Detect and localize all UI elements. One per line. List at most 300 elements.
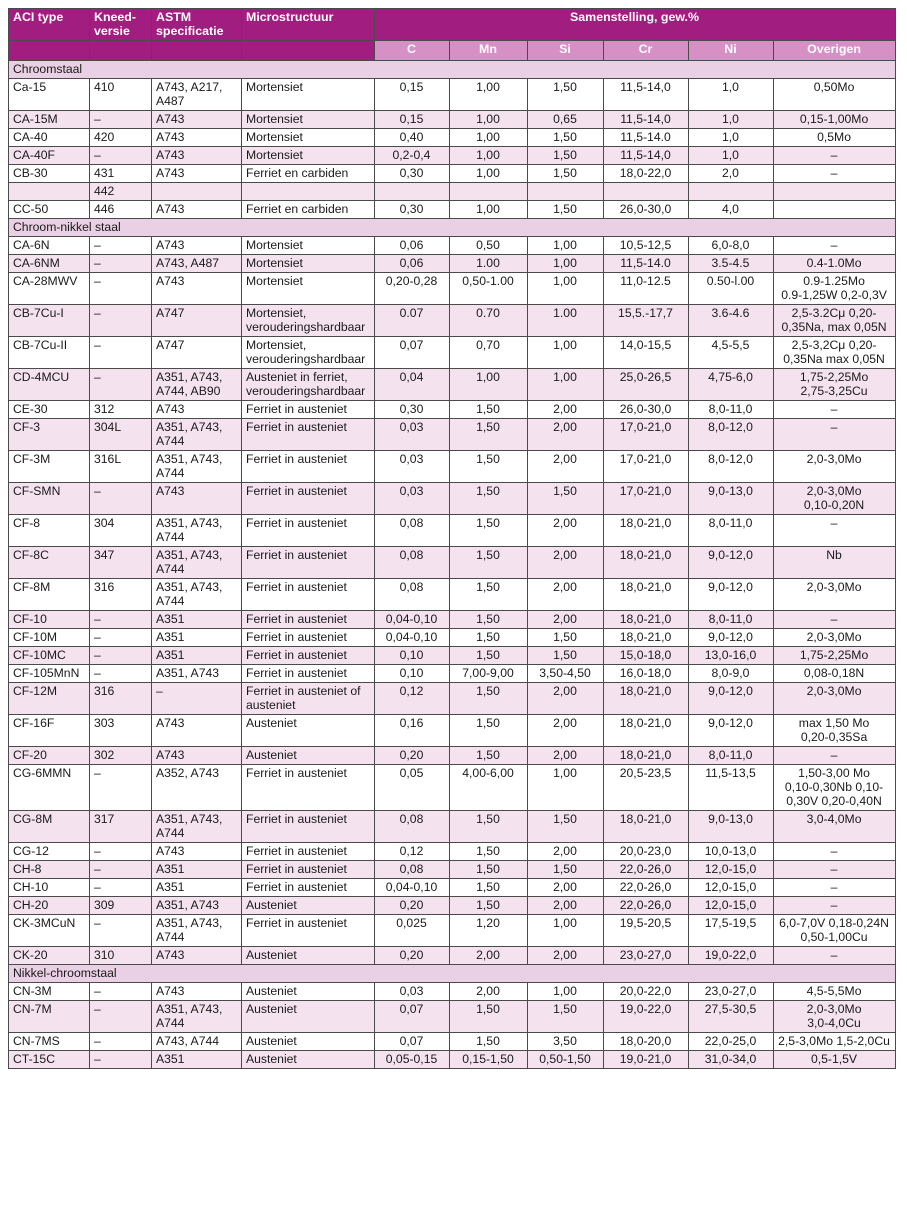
- ni-cell: 1,0: [689, 79, 774, 111]
- astm-cell: A743: [152, 165, 242, 183]
- overigen-cell: 0,15-1,00Mo: [774, 111, 896, 129]
- header-si: Si: [528, 41, 604, 61]
- c-cell: 0,06: [375, 237, 450, 255]
- mn-cell: 1,00: [450, 369, 528, 401]
- astm-cell: A743: [152, 747, 242, 765]
- si-cell: 2,00: [528, 879, 604, 897]
- kneed-versie-cell: 431: [90, 165, 152, 183]
- c-cell: 0,08: [375, 515, 450, 547]
- overigen-cell: 2,0-3,0Mo: [774, 451, 896, 483]
- astm-cell: A743, A217, A487: [152, 79, 242, 111]
- c-cell: 0,04: [375, 369, 450, 401]
- microstructuur-cell: Ferriet in austeniet: [242, 861, 375, 879]
- aci-type-cell: CN-3M: [9, 983, 90, 1001]
- kneed-versie-cell: –: [90, 629, 152, 647]
- astm-cell: A351: [152, 629, 242, 647]
- table-row: [9, 947, 896, 965]
- aci-type-cell: CF-8C: [9, 547, 90, 579]
- cr-cell: 17,0-21,0: [604, 419, 689, 451]
- si-cell: 1,00: [528, 983, 604, 1001]
- c-cell: 0,20: [375, 747, 450, 765]
- cr-cell: 22,0-26,0: [604, 861, 689, 879]
- microstructuur-cell: Mortensiet: [242, 273, 375, 305]
- ni-cell: 2,0: [689, 165, 774, 183]
- table-row: [9, 111, 896, 129]
- aci-type-cell: CA-40F: [9, 147, 90, 165]
- microstructuur-cell: Mortensiet: [242, 255, 375, 273]
- si-cell: 1,00: [528, 237, 604, 255]
- astm-cell: A351, A743, A744: [152, 547, 242, 579]
- header-samenstelling: Samenstelling, gew.%: [375, 9, 896, 41]
- overigen-cell: 2,0-3,0Mo 3,0-4,0Cu: [774, 1001, 896, 1033]
- aci-type-cell: CF-3: [9, 419, 90, 451]
- kneed-versie-cell: –: [90, 369, 152, 401]
- table-row: [9, 401, 896, 419]
- si-cell: 1,50: [528, 201, 604, 219]
- microstructuur-cell: Mortensiet: [242, 237, 375, 255]
- si-cell: 2,00: [528, 897, 604, 915]
- header-blank-cell: [9, 41, 90, 61]
- ni-cell: 6,0-8,0: [689, 237, 774, 255]
- si-cell: 2,00: [528, 579, 604, 611]
- overigen-cell: –: [774, 947, 896, 965]
- mn-cell: 1,50: [450, 861, 528, 879]
- si-cell: 3,50: [528, 1033, 604, 1051]
- c-cell: 0,04-0,10: [375, 611, 450, 629]
- astm-cell: A351: [152, 861, 242, 879]
- mn-cell: 1,20: [450, 915, 528, 947]
- ni-cell: 9,0-13,0: [689, 483, 774, 515]
- ni-cell: 3.6-4.6: [689, 305, 774, 337]
- microstructuur-cell: Ferriet in austeniet: [242, 765, 375, 811]
- overigen-cell: 2,5-3,0Mo 1,5-2,0Cu: [774, 1033, 896, 1051]
- overigen-cell: 1,75-2,25Mo 2,75-3,25Cu: [774, 369, 896, 401]
- mn-cell: 1,00: [450, 165, 528, 183]
- si-cell: 2,00: [528, 547, 604, 579]
- header-cr: Cr: [604, 41, 689, 61]
- mn-cell: 1,50: [450, 647, 528, 665]
- astm-cell: A352, A743: [152, 765, 242, 811]
- table-row: [9, 369, 896, 401]
- kneed-versie-cell: 310: [90, 947, 152, 965]
- mn-cell: 1,50: [450, 483, 528, 515]
- mn-cell: 1,50: [450, 811, 528, 843]
- astm-cell: A351: [152, 611, 242, 629]
- aci-type-cell: CH-8: [9, 861, 90, 879]
- c-cell: 0,12: [375, 683, 450, 715]
- cr-cell: 22,0-26,0: [604, 879, 689, 897]
- mn-cell: 0,15-1,50: [450, 1051, 528, 1069]
- cr-cell: 10,5-12,5: [604, 237, 689, 255]
- ni-cell: 13,0-16,0: [689, 647, 774, 665]
- overigen-cell: –: [774, 237, 896, 255]
- microstructuur-cell: Ferriet in austeniet: [242, 879, 375, 897]
- ni-cell: 8,0-11,0: [689, 401, 774, 419]
- microstructuur-cell: Ferriet in austeniet: [242, 419, 375, 451]
- mn-cell: 4,00-6,00: [450, 765, 528, 811]
- kneed-versie-cell: –: [90, 1001, 152, 1033]
- aci-type-cell: CB-7Cu-II: [9, 337, 90, 369]
- mn-cell: 0,50-1.00: [450, 273, 528, 305]
- si-cell: [528, 183, 604, 201]
- kneed-versie-cell: 442: [90, 183, 152, 201]
- c-cell: 0,05-0,15: [375, 1051, 450, 1069]
- table-row: [9, 879, 896, 897]
- cr-cell: 11,5-14.0: [604, 129, 689, 147]
- cr-cell: 18,0-21,0: [604, 579, 689, 611]
- microstructuur-cell: Ferriet in austeniet: [242, 401, 375, 419]
- si-cell: 3,50-4,50: [528, 665, 604, 683]
- overigen-cell: –: [774, 515, 896, 547]
- aci-type-cell: CN-7M: [9, 1001, 90, 1033]
- microstructuur-cell: Austeniet: [242, 1033, 375, 1051]
- composition-table: [8, 8, 896, 1069]
- ni-cell: [689, 183, 774, 201]
- overigen-cell: –: [774, 897, 896, 915]
- cr-cell: 11,5-14,0: [604, 111, 689, 129]
- overigen-cell: –: [774, 147, 896, 165]
- ni-cell: 31,0-34,0: [689, 1051, 774, 1069]
- aci-type-cell: CF-SMN: [9, 483, 90, 515]
- ni-cell: 4,5-5,5: [689, 337, 774, 369]
- ni-cell: 8,0-12,0: [689, 451, 774, 483]
- microstructuur-cell: Ferriet in austeniet: [242, 515, 375, 547]
- cr-cell: 19,0-22,0: [604, 1001, 689, 1033]
- astm-cell: A743: [152, 111, 242, 129]
- overigen-cell: 0,5-1,5V: [774, 1051, 896, 1069]
- microstructuur-cell: Mortensiet: [242, 129, 375, 147]
- ni-cell: 4,75-6,0: [689, 369, 774, 401]
- table-row: [9, 897, 896, 915]
- kneed-versie-cell: –: [90, 765, 152, 811]
- astm-cell: –: [152, 683, 242, 715]
- c-cell: 0,20: [375, 897, 450, 915]
- overigen-cell: Nb: [774, 547, 896, 579]
- si-cell: 1,50: [528, 811, 604, 843]
- astm-cell: A743: [152, 983, 242, 1001]
- ni-cell: 9,0-12,0: [689, 715, 774, 747]
- c-cell: 0,30: [375, 201, 450, 219]
- mn-cell: 1,50: [450, 579, 528, 611]
- kneed-versie-cell: 304L: [90, 419, 152, 451]
- table-row: [9, 547, 896, 579]
- c-cell: 0,08: [375, 861, 450, 879]
- ni-cell: 9,0-12,0: [689, 629, 774, 647]
- cr-cell: 18,0-21,0: [604, 629, 689, 647]
- astm-cell: [152, 183, 242, 201]
- microstructuur-cell: Ferriet in austeniet: [242, 811, 375, 843]
- table-row: [9, 201, 896, 219]
- microstructuur-cell: [242, 183, 375, 201]
- overigen-cell: –: [774, 879, 896, 897]
- kneed-versie-cell: –: [90, 1033, 152, 1051]
- overigen-cell: –: [774, 611, 896, 629]
- overigen-cell: –: [774, 401, 896, 419]
- ni-cell: 1,0: [689, 111, 774, 129]
- microstructuur-cell: Ferriet in austeniet: [242, 451, 375, 483]
- ni-cell: 19,0-22,0: [689, 947, 774, 965]
- c-cell: 0,08: [375, 811, 450, 843]
- kneed-versie-cell: 312: [90, 401, 152, 419]
- header-row-sub: [9, 41, 896, 61]
- astm-cell: A351: [152, 647, 242, 665]
- si-cell: 2,00: [528, 515, 604, 547]
- c-cell: 0,03: [375, 983, 450, 1001]
- astm-cell: A351, A743, A744: [152, 915, 242, 947]
- table-row: [9, 765, 896, 811]
- kneed-versie-cell: 309: [90, 897, 152, 915]
- astm-cell: A351, A743, A744: [152, 451, 242, 483]
- table-row: [9, 237, 896, 255]
- cr-cell: 18,0-21,0: [604, 515, 689, 547]
- kneed-versie-cell: –: [90, 983, 152, 1001]
- ni-cell: 17,5-19,5: [689, 915, 774, 947]
- aci-type-cell: CB-30: [9, 165, 90, 183]
- cr-cell: 19,0-21,0: [604, 1051, 689, 1069]
- microstructuur-cell: Ferriet in austeniet: [242, 647, 375, 665]
- ni-cell: 9,0-12,0: [689, 683, 774, 715]
- header-c: C: [375, 41, 450, 61]
- table-row: [9, 255, 896, 273]
- si-cell: 1,00: [528, 273, 604, 305]
- table-row: [9, 983, 896, 1001]
- header-row-main: [9, 9, 896, 41]
- c-cell: 0,40: [375, 129, 450, 147]
- si-cell: 1,50: [528, 147, 604, 165]
- microstructuur-cell: Mortensiet, verouderingshardbaar: [242, 337, 375, 369]
- mn-cell: [450, 183, 528, 201]
- si-cell: 2,00: [528, 843, 604, 861]
- cr-cell: 23,0-27,0: [604, 947, 689, 965]
- cr-cell: 18,0-21,0: [604, 547, 689, 579]
- ni-cell: 9,0-12,0: [689, 547, 774, 579]
- microstructuur-cell: Ferriet in austeniet: [242, 547, 375, 579]
- kneed-versie-cell: –: [90, 1051, 152, 1069]
- microstructuur-cell: Austeniet in ferriet, verouderingshardbaar: [242, 369, 375, 401]
- aci-type-cell: CB-7Cu-I: [9, 305, 90, 337]
- aci-type-cell: CF-20: [9, 747, 90, 765]
- c-cell: 0,03: [375, 419, 450, 451]
- kneed-versie-cell: –: [90, 337, 152, 369]
- table-row: [9, 1001, 896, 1033]
- table-row: [9, 305, 896, 337]
- aci-type-cell: CC-50: [9, 201, 90, 219]
- aci-type-cell: CF-12M: [9, 683, 90, 715]
- mn-cell: 1,00: [450, 79, 528, 111]
- aci-type-cell: CF-16F: [9, 715, 90, 747]
- aci-type-cell: Ca-15: [9, 79, 90, 111]
- aci-type-cell: CD-4MCU: [9, 369, 90, 401]
- overigen-cell: 2,5-3,2Cμ 0,20- 0,35Na max 0,05N: [774, 337, 896, 369]
- microstructuur-cell: Mortensiet: [242, 79, 375, 111]
- overigen-cell: –: [774, 861, 896, 879]
- kneed-versie-cell: –: [90, 147, 152, 165]
- mn-cell: 1,50: [450, 401, 528, 419]
- microstructuur-cell: Austeniet: [242, 1001, 375, 1033]
- si-cell: 1,50: [528, 861, 604, 879]
- aci-type-cell: CK-20: [9, 947, 90, 965]
- microstructuur-cell: Ferriet in austeniet: [242, 579, 375, 611]
- kneed-versie-cell: –: [90, 879, 152, 897]
- kneed-versie-cell: –: [90, 237, 152, 255]
- astm-cell: A351, A743, A744: [152, 1001, 242, 1033]
- mn-cell: 1,50: [450, 451, 528, 483]
- microstructuur-cell: Ferriet in austeniet: [242, 843, 375, 861]
- cr-cell: [604, 183, 689, 201]
- mn-cell: 1,50: [450, 1001, 528, 1033]
- table-row: [9, 183, 896, 201]
- c-cell: 0,15: [375, 111, 450, 129]
- table-row: [9, 611, 896, 629]
- si-cell: 1,50: [528, 79, 604, 111]
- table-row: [9, 483, 896, 515]
- astm-cell: A743: [152, 237, 242, 255]
- table-row: [9, 337, 896, 369]
- si-cell: 2,00: [528, 715, 604, 747]
- overigen-cell: 3,0-4,0Mo: [774, 811, 896, 843]
- table-row: [9, 747, 896, 765]
- kneed-versie-cell: –: [90, 273, 152, 305]
- table-row: [9, 715, 896, 747]
- kneed-versie-cell: 303: [90, 715, 152, 747]
- aci-type-cell: CN-7MS: [9, 1033, 90, 1051]
- overigen-cell: 0,50Mo: [774, 79, 896, 111]
- cr-cell: 20,0-23,0: [604, 843, 689, 861]
- overigen-cell: [774, 201, 896, 219]
- c-cell: 0,04-0,10: [375, 629, 450, 647]
- section-title: Chroom-nikkel staal: [9, 219, 896, 237]
- microstructuur-cell: Mortensiet: [242, 147, 375, 165]
- cr-cell: 20,5-23,5: [604, 765, 689, 811]
- aci-type-cell: CF-8: [9, 515, 90, 547]
- overigen-cell: 2,5-3.2Cμ 0,20- 0,35Na, max 0,05N: [774, 305, 896, 337]
- si-cell: 2,00: [528, 419, 604, 451]
- table-row: [9, 915, 896, 947]
- section-title: Nikkel-chroomstaal: [9, 965, 896, 983]
- cr-cell: 14,0-15,5: [604, 337, 689, 369]
- table-row: [9, 665, 896, 683]
- c-cell: 0,025: [375, 915, 450, 947]
- cr-cell: 11,5-14,0: [604, 79, 689, 111]
- c-cell: 0,30: [375, 165, 450, 183]
- mn-cell: 2,00: [450, 947, 528, 965]
- kneed-versie-cell: –: [90, 861, 152, 879]
- ni-cell: 10,0-13,0: [689, 843, 774, 861]
- kneed-versie-cell: –: [90, 843, 152, 861]
- astm-cell: A743, A744: [152, 1033, 242, 1051]
- overigen-cell: –: [774, 747, 896, 765]
- cr-cell: 11,5-14.0: [604, 255, 689, 273]
- overigen-cell: 0,08-0,18N: [774, 665, 896, 683]
- si-cell: 1,50: [528, 629, 604, 647]
- aci-type-cell: CG-12: [9, 843, 90, 861]
- table-row: [9, 515, 896, 547]
- ni-cell: 22,0-25,0: [689, 1033, 774, 1051]
- table-row: [9, 165, 896, 183]
- mn-cell: 1,00: [450, 201, 528, 219]
- overigen-cell: 2,0-3,0Mo: [774, 683, 896, 715]
- mn-cell: 1,50: [450, 879, 528, 897]
- ni-cell: 0.50-l.00: [689, 273, 774, 305]
- astm-cell: A351, A743, A744, AB90: [152, 369, 242, 401]
- header-blank-cell: [152, 41, 242, 61]
- cr-cell: 17,0-21,0: [604, 451, 689, 483]
- c-cell: 0,03: [375, 483, 450, 515]
- c-cell: 0,07: [375, 1033, 450, 1051]
- overigen-cell: 1,75-2,25Mo: [774, 647, 896, 665]
- astm-cell: A743: [152, 273, 242, 305]
- kneed-versie-cell: –: [90, 111, 152, 129]
- aci-type-cell: CE-30: [9, 401, 90, 419]
- cr-cell: 18,0-21,0: [604, 683, 689, 715]
- astm-cell: A747: [152, 305, 242, 337]
- microstructuur-cell: Mortensiet, verouderingshardbaar: [242, 305, 375, 337]
- c-cell: 0,2-0,4: [375, 147, 450, 165]
- mn-cell: 1,50: [450, 547, 528, 579]
- si-cell: 1,00: [528, 915, 604, 947]
- cr-cell: 15,0-18,0: [604, 647, 689, 665]
- astm-cell: A351, A743, A744: [152, 579, 242, 611]
- si-cell: 1,50: [528, 483, 604, 515]
- cr-cell: 15,5.-17,7: [604, 305, 689, 337]
- microstructuur-cell: Ferriet in austeniet: [242, 611, 375, 629]
- astm-cell: A351, A743, A744: [152, 811, 242, 843]
- astm-cell: A351, A743, A744: [152, 419, 242, 451]
- kneed-versie-cell: 317: [90, 811, 152, 843]
- microstructuur-cell: Ferriet en carbiden: [242, 165, 375, 183]
- aci-type-cell: CF-3M: [9, 451, 90, 483]
- cr-cell: 18,0-21,0: [604, 811, 689, 843]
- microstructuur-cell: Austeniet: [242, 897, 375, 915]
- aci-type-cell: CF-8M: [9, 579, 90, 611]
- c-cell: 0,20: [375, 947, 450, 965]
- mn-cell: 1,50: [450, 715, 528, 747]
- c-cell: 0,15: [375, 79, 450, 111]
- overigen-cell: 0,5Mo: [774, 129, 896, 147]
- astm-cell: A743: [152, 129, 242, 147]
- astm-cell: A743, A487: [152, 255, 242, 273]
- c-cell: 0,10: [375, 665, 450, 683]
- section-row: [9, 965, 896, 983]
- ni-cell: 9,0-13,0: [689, 811, 774, 843]
- c-cell: 0,03: [375, 451, 450, 483]
- astm-cell: A743: [152, 843, 242, 861]
- table-row: [9, 451, 896, 483]
- table-header: [9, 9, 896, 61]
- microstructuur-cell: Austeniet: [242, 715, 375, 747]
- aci-type-cell: CF-10: [9, 611, 90, 629]
- header-blank-cell: [242, 41, 375, 61]
- overigen-cell: 2,0-3,0Mo: [774, 579, 896, 611]
- table-row: [9, 129, 896, 147]
- microstructuur-cell: Ferriet in austeniet of austeniet: [242, 683, 375, 715]
- ni-cell: 4,0: [689, 201, 774, 219]
- microstructuur-cell: Mortensiet: [242, 111, 375, 129]
- table-row: [9, 647, 896, 665]
- si-cell: 1,00: [528, 765, 604, 811]
- microstructuur-cell: Ferriet in austeniet: [242, 483, 375, 515]
- si-cell: 1,50: [528, 1001, 604, 1033]
- mn-cell: 1,50: [450, 843, 528, 861]
- kneed-versie-cell: 316L: [90, 451, 152, 483]
- aci-type-cell: CF-10M: [9, 629, 90, 647]
- table-row: [9, 579, 896, 611]
- kneed-versie-cell: –: [90, 915, 152, 947]
- aci-type-cell: CG-6MMN: [9, 765, 90, 811]
- kneed-versie-cell: 316: [90, 579, 152, 611]
- aci-type-cell: CH-20: [9, 897, 90, 915]
- table-row: [9, 683, 896, 715]
